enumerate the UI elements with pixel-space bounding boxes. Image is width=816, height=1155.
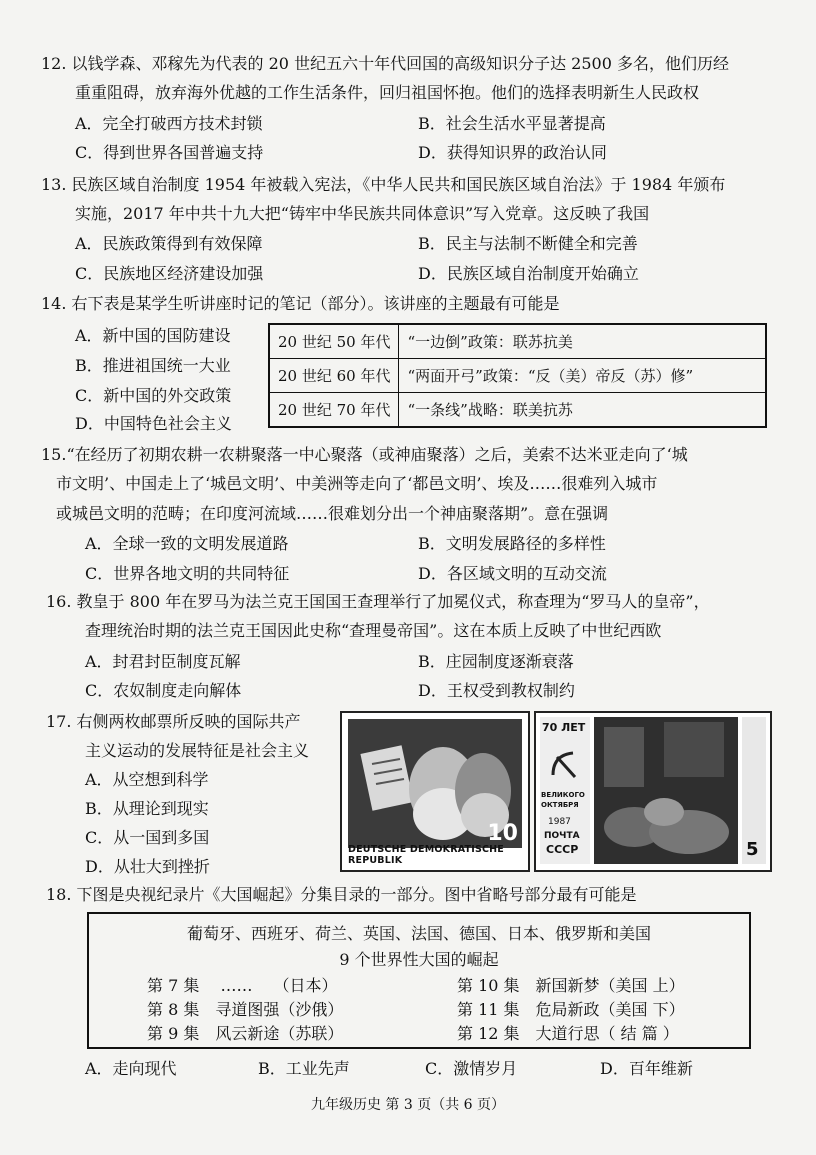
q16-stem-line1: 16. 教皇于 800 年在罗马为法兰克王国国王查理举行了加冕仪式，称查理为“罗马人的皇帝”， [46, 592, 710, 611]
q15-stem-line2: 市文明’、中国走上了‘城邑文明’、中美洲等走向了‘都邑文明’、埃及……很难列入城市 [56, 474, 658, 493]
table-cell-era: 20 世纪 70 年代 [269, 393, 399, 428]
q13-stem-line2: 实施，2017 年中共十九大把“铸牢中华民族共同体意识”写入党章。这反映了我国 [75, 204, 650, 223]
q15-stem-line3: 或城邑文明的范畴；在印度河流域……很难划分出一个神庙聚落期”。意在强调 [56, 504, 609, 523]
page-footer: 九年级历史 第 3 页（共 6 页） [310, 1097, 506, 1113]
q16-option-a: A．封君封臣制度瓦解 [85, 652, 241, 671]
q15-stem-line1: 15.“在经历了初期农耕一农耕聚落一中心聚落（或神庙聚落）之后，美索不达米亚走向了‘城 [41, 445, 688, 464]
q14-option-a: A．新中国的国防建设 [75, 326, 231, 345]
gdr-stamp [340, 711, 530, 872]
q17-option-b: B．从理论到现实 [85, 799, 209, 818]
ussr-stamp-post: ПОЧТА [544, 831, 580, 841]
q12-option-c: C．得到世界各国普遍支持 [75, 143, 264, 162]
q12-option-b: B．社会生活水平显著提高 [418, 114, 606, 133]
revolution-crowd-icon [594, 717, 738, 864]
q16-stem-line2: 查理统治时期的法兰克王国因此史称“查理曼帝国”。这在本质上反映了中世纪西欧 [85, 621, 662, 640]
ussr-stamp-anniversary: 70 ЛЕТ [542, 721, 586, 734]
q18-episode-8: 第 8 集 寻道图强（沙俄） [147, 1000, 344, 1019]
q18-episode-box [87, 912, 751, 1049]
q17-option-a: A．从空想到科学 [85, 770, 209, 789]
q13-stem-line1: 13. 民族区域自治制度 1954 年被载入宪法，《中华人民共和国民族区域自治法》于 1984 年颁布 [41, 175, 726, 194]
q14-notes-table [268, 323, 767, 428]
ussr-stamp-value: 5 [746, 839, 759, 860]
gdr-stamp-caption: DEUTSCHE DEMOKRATISCHE REPUBLIK [348, 844, 504, 866]
q18-episode-9: 第 9 集 风云新途（苏联） [147, 1024, 344, 1043]
q17-option-d: D．从壮大到挫折 [85, 857, 210, 876]
table-cell-policy: “一边倒”政策：联苏抗美 [399, 324, 767, 359]
ussr-stamp-caption-1: ВЕЛИКОГО [541, 791, 585, 799]
ussr-stamp-caption-2: ОКТЯБРЯ [541, 801, 579, 809]
table-cell-era: 20 世纪 50 年代 [269, 324, 399, 359]
ussr-stamp-sidebar-right [742, 717, 766, 864]
q12-option-d: D．获得知识界的政治认同 [418, 143, 607, 162]
table-row [269, 324, 766, 359]
q12-stem-line2: 重重阻碍，放弃海外优越的工作生活条件，回归祖国怀抱。他们的选择表明新生人民政权 [75, 83, 700, 102]
gdr-stamp-value: 10 [487, 821, 518, 846]
q18-episode-10: 第 10 集 新国新梦（美国 上） [457, 976, 685, 995]
q18-option-d: D．百年维新 [600, 1059, 693, 1078]
table-cell-policy: “一条线”战略：联美抗苏 [399, 393, 767, 428]
q17-stem-line2: 主义运动的发展特征是社会主义 [85, 741, 310, 760]
table-cell-era: 20 世纪 60 年代 [269, 359, 399, 393]
q13-option-d: D．民族区域自治制度开始确立 [418, 264, 639, 283]
q18-option-b: B．工业先声 [258, 1059, 350, 1078]
q15-option-c: C．世界各地文明的共同特征 [85, 564, 290, 583]
ussr-stamp [534, 711, 772, 872]
q14-option-d: D．中国特色社会主义 [75, 414, 232, 433]
ussr-stamp-picture [594, 717, 738, 864]
ussr-stamp-year: 1987 [548, 817, 571, 827]
q18-box-title-1: 葡萄牙、西班牙、荷兰、英国、法国、德国、日本、俄罗斯和美国 [186, 924, 651, 943]
q16-option-d: D．王权受到教权制约 [418, 681, 575, 700]
table-cell-policy: “两面开弓”政策：“反（美）帝反（苏）修” [399, 359, 767, 393]
q18-option-a: A．走向现代 [85, 1059, 177, 1078]
q15-option-b: B．文明发展路径的多样性 [418, 534, 606, 553]
q14-option-c: C．新中国的外交政策 [75, 386, 232, 405]
ussr-stamp-sidebar [540, 717, 590, 864]
q16-option-c: C．农奴制度走向解体 [85, 681, 242, 700]
table-row [269, 359, 766, 393]
q14-option-b: B．推进祖国统一大业 [75, 356, 231, 375]
q15-option-a: A．全球一致的文明发展道路 [85, 534, 289, 553]
q18-episode-11: 第 11 集 危局新政（美国 下） [457, 1000, 685, 1019]
q12-option-a: A．完全打破西方技术封锁 [75, 114, 263, 133]
q18-episode-7: 第 7 集 …… （日本） [147, 976, 338, 995]
q14-stem: 14. 右下表是某学生听讲座时记的笔记（部分）。该讲座的主题最有可能是 [41, 294, 560, 313]
table-row [269, 393, 766, 428]
q13-option-c: C．民族地区经济建设加强 [75, 264, 264, 283]
q18-episode-12: 第 12 集 大道行思（ 结 篇 ） [457, 1024, 679, 1043]
q18-box-title-2: 9 个世界性大国的崛起 [339, 950, 499, 969]
hammer-sickle-icon [545, 745, 585, 785]
q16-option-b: B．庄园制度逐渐衰落 [418, 652, 574, 671]
q13-option-a: A．民族政策得到有效保障 [75, 234, 263, 253]
q15-option-d: D．各区域文明的互动交流 [418, 564, 607, 583]
q18-stem: 18. 下图是央视纪录片《大国崛起》分集目录的一部分。图中省略号部分最有可能是 [46, 885, 637, 904]
q13-option-b: B．民主与法制不断健全和完善 [418, 234, 638, 253]
q12-stem-line1: 12. 以钱学森、邓稼先为代表的 20 世纪五六十年代回国的高级知识分子达 2500 多名，他们历经 [41, 54, 729, 73]
q17-option-c: C．从一国到多国 [85, 828, 210, 847]
q18-option-c: C．激情岁月 [425, 1059, 518, 1078]
ussr-stamp-country: СССР [546, 843, 579, 856]
q17-stem-line1: 17. 右侧两枚邮票所反映的国际共产 [46, 712, 301, 731]
